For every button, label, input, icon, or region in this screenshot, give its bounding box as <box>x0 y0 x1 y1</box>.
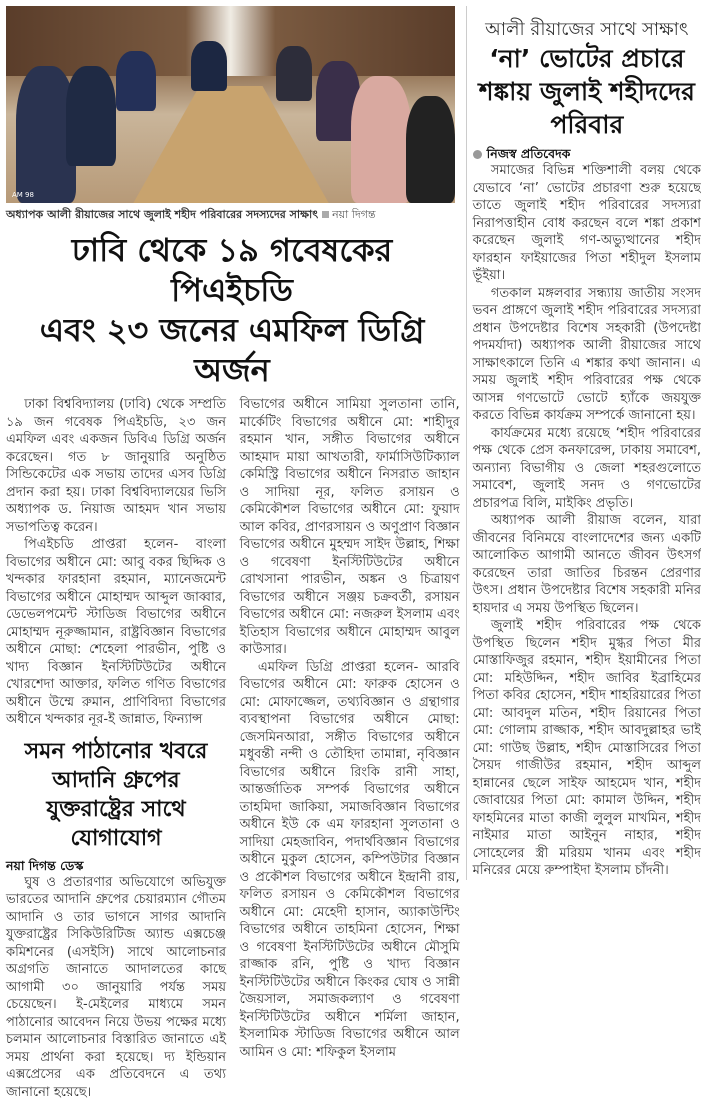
right-story-headline: ‘না’ ভোটের প্রচারে শঙ্কায় জুলাই শহীদদের পরিবার <box>478 44 695 139</box>
main-headline <box>6 230 458 390</box>
news-photo <box>6 6 455 203</box>
adani-story-body <box>6 874 226 1102</box>
adani-headline: সমন পাঠানোর খবরে আদানি গ্রুপের যুক্তরাষ্ট্রের সাথে যোগাযোগ <box>24 738 208 851</box>
photo-background-wall <box>6 6 455 76</box>
photo-credit: নয়া দিগন্ত <box>332 208 376 221</box>
paragraph: পিএইচডি প্রাপ্তরা হলেন- বাংলা বিভাগের অধীনে মো: আবু বকর ছিদ্দিক ও খন্দকার ফারহানা রহমান, ম্যানেজমেন্ট বিভাগের অধীনে মোহাম্মদ আব্দুল জাব্বার, ডেভেলপমেন্ট স্টাডিজ বিভাগের অধীনে মোহাম্মদ নূরুজ্জামান, রাষ্ট্রবিজ্ঞান বিভাগের অধীনে মোছা: শেহেলা পারভীন, পুষ্টি ও খাদ্য বিজ্ঞান ইনস্টিটিউটের অধীনে খোরশেদা আক্তার, ফলিত গণিত বিভাগের অধীনে উম্মে রুমান, প্রাণিবিদ্যা বিভাগের অধীনে খন্দকার নূর-ই জান্নাত, ফিন্যান্স <box>6 537 226 727</box>
paragraph: এমফিল ডিগ্রি প্রাপ্তরা হলেন- আরবি বিভাগের অধীনে মো: ফারুক হোসেন ও মো: মোফাজ্জেল, তথ্যবিজ্ঞান ও গ্রন্থাগার ব্যবস্থাপনা বিভাগের অধীনে মোছা: জেসমিনআরা, সঙ্গীত বিভাগের অধীনে মধুবন্তী নন্দী ও তৌহিদা তামান্না, নৃবিজ্ঞান বিভাগের অধীনে রিংকি রানী সাহা, আন্তর্জাতিক সম্পর্ক বিভাগের অধীনে তাহমিদা জাকিয়া, সমাজবিজ্ঞান বিভাগের অধীনে ইউ কে এম ফারহানা সুলতানা ও সাদিয়া মেহজাবিন, পদার্থবিজ্ঞান বিভাগের অধীনে মুকুল হোসেন, কম্পিউটার বিজ্ঞান ও প্রকৌশল বিভাগের অধীনে ইন্দ্রানী রায়, ফলিত রসায়ন ও কেমিকৌশল বিভাগের অধীনে মো: মেহেদী হাসান, অ্যাকাউন্টিং বিভাগের অধীনে তাহমিনা হোসেন, শিক্ষা ও গবেষণা ইনস্টিটিউটের অধীনে মৌসুমি রাজ্জাক রনি, পুষ্টি ও খাদ্য বিজ্ঞান ইনস্টিটিউটের অধীনে কিংকর ঘোষ ও সান্নী জৈয়সাল, সমাজকল্যাণ ও গবেষণা ইনস্টিটিউটের অধীনে শর্মিলা জাহান, ইসলামিক স্টাডিজ বিভাগের অধীনে আল আমিন ও মো: শফিকুল ইসলাম <box>239 659 460 1060</box>
photo-person <box>66 66 116 166</box>
photo-person <box>191 41 227 91</box>
paragraph: সমাজের বিভিন্ন শক্তিশালী বলয় থেকে যেভাবে ‘না’ ভোটের প্রচারণা শুরু হয়েছে তাতে জুলাই শহীদ পরিবারের সদস্যরা নিরাপত্তাহীন বোধ করছেন বলে শঙ্কা প্রকাশ করেছেন জুলাই গণ-অভ্যুত্থানের শহীদ ফারহান ফাইয়াজের পিতা শহীদুল ইসলাম ভূঁইয়া। <box>472 163 701 283</box>
photo-person <box>351 76 411 203</box>
photo-tag: AM 98 <box>12 191 34 199</box>
left-area <box>0 6 460 1101</box>
photo-person <box>276 46 312 101</box>
right-story-body <box>473 162 701 880</box>
paragraph: ঢাকা বিশ্ববিদ্যালয় (ঢাবি) থেকে সম্প্রতি ১৯ জন গবেষক পিএইচডি, ২৩ জন এমফিল এবং একজন ডিবিএ ডিগ্রি অর্জন করেছেন। গত ৮ জানুয়ারি অনুষ্ঠিত সিন্ডিকেটের এক সভায় তাদের এসব ডিগ্রি প্রদান করা হয়। ঢাকা বিশ্ববিদ্যালয়ের ভিসি অধ্যাপক ড. নিয়াজ আহমদ খান সভায় সভাপতিত্ব করেন। <box>6 397 226 535</box>
photo-person <box>406 96 455 203</box>
main-story-column-1 <box>6 396 226 729</box>
paragraph: জুলাই শহীদ পরিবারের পক্ষ থেকে উপস্থিত ছিলেন শহীদ মুগ্ধর পিতা মীর মোস্তাফিজুর রহমান, শহীদ ইয়ামীনের পিতা মো: মহিউদ্দিন, শহীদ জাবির ইব্রাহিমের পিতা কবির হোসেন, শহীদ শাহরিয়ারের পিতা মো: আবদুল মতিন, শহীদ রিয়ানের পিতা মো: গোলাম রাজ্জাক, শহীদ আবদুল্লাহর ভাই মো: গাউছ উল্লাহ, শহীদ মোস্তাসিরের পিতা সৈয়দ গাজীউর রহমান, শহীদ আব্দুল হান্নানের ছেলে সাইফ আহমেদ খান, শহীদ জোবায়ের পিতা মো: কামাল উদ্দিন, শহীদ ফাহমিনের মাতা কাজী লুলুল মাখমিন, শহীদ নাইমার মাতা আইনুন নাহার, শহীদ সোহেলের স্ত্রী মরিয়ম খানম এবং শহীদ মনিরের মেয়ে রুম্পাইদা ইসলাম চাঁদনী। <box>472 618 701 878</box>
adani-byline: নয়া দিগন্ত ডেস্ক <box>6 857 84 873</box>
photo-person <box>116 51 156 111</box>
photo-meeting-table <box>126 86 336 203</box>
main-headline-line1: ঢাবি থেকে ১৯ গবেষকের পিএইচডি <box>71 231 393 309</box>
square-bullet-icon <box>322 211 329 218</box>
photo-caption <box>6 207 456 222</box>
main-headline-line2: এবং ২৩ জনের এমফিল ডিগ্রি অর্জন <box>39 311 425 389</box>
right-story-kicker: আলী রীয়াজের সাথে সাক্ষাৎ <box>485 19 689 40</box>
paragraph: গতকাল মঙ্গলবার সন্ধ্যায় জাতীয় সংসদ ভবন প্রাঙ্গণে জুলাই শহীদ পরিবারের সদস্যরা প্রধান উপদেষ্টার বিশেষ সহকারী (উপদেষ্টা পদমর্যাদা) অধ্যাপক আলী রীয়াজের সাথে সাক্ষাৎকালে তিনি এ শঙ্কার কথা জানান। এ সময় জুলাই শহীদ পরিবারের পক্ষ থেকে আসন্ন গণভোটে ভোটে হ্যাঁকে জয়যুক্ত করতে বিভিন্ন কার্যক্রম সম্পর্কে জানানো হয়। <box>472 285 701 423</box>
lower-columns <box>6 396 460 1101</box>
paragraph: বিভাগের অধীনে সামিয়া সুলতানা তানি, মার্কেটিং বিভাগের অধীনে মো: শাহীদুর রহমান খান, সঙ্গীত বিভাগের অধীনে আহমাদ মায়া আখতারী, ফার্মাসিউটিক্যাল কেমিস্ট্রি বিভাগের অধীনে নিসরাত জাহান ও সাদিয়া নূর, ফলিত রসায়ন ও কেমিকৌশল বিভাগের অধীনে মো: ফুয়াদ আল কবির, প্রাণরসায়ন ও অণুপ্রাণ বিজ্ঞান বিভাগের অধীনে মুহম্মদ সাইদ উল্লাহ, শিক্ষা ও গবেষণা ইনস্টিটিউটের অধীনে রোখসানা পারভীন, অঙ্কন ও চিত্রায়ণ বিভাগের অধীনে সঞ্জয় চক্রবর্তী, রসায়ন বিভাগের অধীনে মো: নজরুল ইসলাম এবং ইতিহাস বিভাগের অধীনে মোহাম্মদ আবুল কাউসার। <box>239 397 460 657</box>
paragraph: কার্যক্রমের মধ্যে রয়েছে ‘শহীদ পরিবারের পক্ষ থেকে প্রেস কনফারেন্স, ঢাকায় সমাবেশ, অন্যান্য বিভাগীয় ও জেলা শহরগুলোতে সমাবেশ, জুলাই সনদ ও গণভোটের প্রচারপত্র বিলি, মাইকিং প্রভৃতি। <box>472 425 701 511</box>
right-story-byline <box>473 145 701 162</box>
paragraph: অধ্যাপক আলী রীয়াজ বলেন, যারা জীবনের বিনিময়ে বাংলাদেশের জন্য একটি আলোকিত আগামী আনতে জীবন উৎসর্গ করেছেন তারা জাতির চিরন্তন প্রেরণার উৎস। প্রধান উপদেষ্টার বিশেষ সহকারী মনির হায়দার এ সময় উপস্থিত ছিলেন। <box>472 513 701 616</box>
byline-text: নিজস্ব প্রতিবেদক <box>486 146 571 161</box>
bullet-dot-icon <box>473 150 482 159</box>
caption-text: অধ্যাপক আলী রীয়াজের সাথে জুলাই শহীদ পরিবারের সদস্যদের সাক্ষাৎ <box>6 208 319 221</box>
main-story-column-2 <box>240 396 460 1101</box>
left-subcolumn <box>6 396 226 1101</box>
paragraph: ঘুষ ও প্রতারণার অভিযোগে অভিযুক্ত ভারতের আদানি গ্রুপের চেয়ারম্যান গৌতম আদানি ও তার ভাগনে সাগর আদানি যুক্তরাষ্ট্রের সিকিউরিটিজ অ্যান্ড এক্সচেঞ্জ কমিশনের (এসইসি) সাথে আলোচনার অগ্রগতি জানাতে আদালতের কাছে আগামী ৩০ জানুয়ারি পর্যন্ত সময় চেয়েছেন। ই-মেইলের মাধ্যমে সমন পাঠানোর আবেদন নিয়ে উভয় পক্ষের মধ্যে চলমান আলোচনার বিস্তারিত জানাতে এই সময় প্রার্থনা করা হয়েছে। দ্য ইন্ডিয়ান এক্সপ্রেসের এক প্রতিবেদনে এ তথ্য জানানো হয়েছে। <box>6 874 226 1100</box>
right-area <box>466 6 701 880</box>
